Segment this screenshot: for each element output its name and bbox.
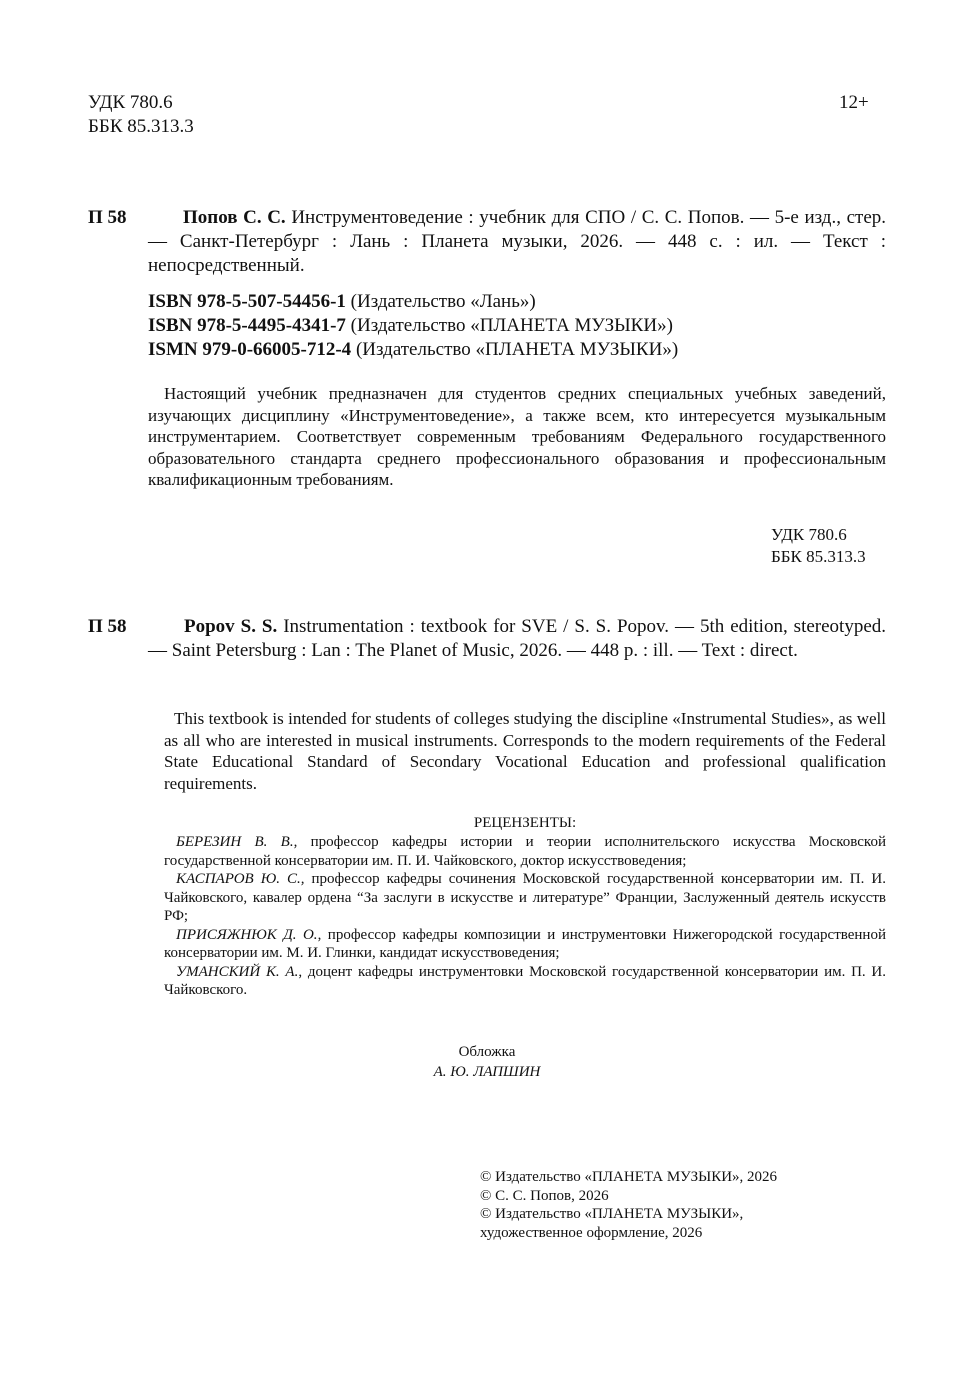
copyright-line: © Издательство «ПЛАНЕТА МУЗЫКИ», [480, 1206, 744, 1222]
reviewers-list [164, 833, 886, 1000]
isbn-line [148, 290, 886, 314]
en-record-citation [148, 615, 886, 663]
copyright-line: © С. С. Попов, 2026 [480, 1187, 609, 1204]
isbn-list [148, 290, 886, 362]
ru-record-index: П 58 [88, 207, 127, 228]
ru-record-citation [148, 206, 886, 278]
cover-artist: А. Ю. ЛАПШИН [433, 1064, 541, 1080]
en-abstract: This textbook is intended for students of colleges studying the discipline «Instrumental Studies», as well as all who are interested in musical instruments. Corresponds to the modern requirements of the Federal State Educational Standard of Secondary Vocational Education and professional qualification requirements. [164, 709, 886, 793]
copyright-line: художественное оформление, 2026 [480, 1224, 703, 1241]
reviewer-name: БЕРЕЗИН В. В. [176, 834, 294, 850]
copyright-line: © Издательство «ПЛАНЕТА МУЗЫКИ», 2026 [480, 1169, 778, 1185]
ru-abstract: Настоящий учебник предназначен для студентов средних специальных учебных заведений, изучающих дисциплину «Инструментоведение», а также всем, кто интересуется музыкальным инструментарием. Соответствует современным требованиям Федерального государственного образовательного стандарта среднего профессионального образования и профессиональным квалификационным требованиям. [148, 384, 886, 489]
reviewer-desc: , профессор кафедры композиции и инструментовки Нижегородской государственной консерватории им. М. И. Глинки, кандидат искусствоведения; [164, 926, 886, 961]
ru-record-citation-text: Инструментоведение : учебник для СПО / С. С. Попов. — 5-е изд., стер. — Санкт-Петербург : Лань : Планета музыки, 2026. — 448 с. : ил. — Текст : непосредственный. [148, 207, 886, 276]
ismn-publisher: (Издательство «ПЛАНЕТА МУЗЫКИ») [355, 339, 679, 360]
reviewer-entry [164, 926, 886, 963]
reviewer-entry [164, 963, 886, 1000]
age-rating: 12+ [839, 92, 869, 113]
copyright-block [480, 1168, 900, 1242]
ismn-code: ISMN 979-0-66005-712-4 [148, 339, 352, 360]
udk-code: УДК 780.6 [88, 92, 173, 113]
cover-label: Обложка [458, 1044, 516, 1060]
udk-code-repeat: УДК 780.6 [771, 525, 847, 544]
isbn-publisher: (Издательство «ПЛАНЕТА МУЗЫКИ») [350, 315, 673, 336]
isbn-code: ISBN 978-5-507-54456-1 [148, 291, 346, 312]
en-record-citation-text: Instrumentation : textbook for SVE / S. S. Popov. — 5th edition, stereotyped. — Saint Petersburg : Lan : The Planet of Music, 2026. — 448 p. : ill. — Text : direct. [148, 616, 887, 661]
reviewer-entry [164, 833, 886, 870]
reviewers-heading: РЕЦЕНЗЕНТЫ: [473, 815, 577, 831]
isbn-code: ISBN 978-5-4495-4341-7 [148, 315, 346, 336]
reviewer-name: ПРИСЯЖНЮК Д. О. [176, 926, 318, 943]
reviewer-name: КАСПАРОВ Ю. С., [176, 871, 305, 887]
reviewer-desc: , профессор кафедры истории и теории исполнительского искусства Московской государственной консерватории им. П. И. Чайковского, доктор искусствоведения; [164, 834, 886, 869]
bbk-code: ББК 85.313.3 [88, 116, 194, 137]
reviewer-desc: профессор кафедры сочинения Московской государственной консерватории им. П. И. Чайковского, кавалер ордена “За заслуги в искусстве и литературе” Франции, Заслуженный деятель искусств РФ; [164, 871, 886, 924]
bbk-code-repeat: ББК 85.313.3 [771, 547, 866, 566]
reviewer-desc: , доцент кафедры инструментовки Московской государственной консерватории им. П. И. Чайковского. [164, 963, 886, 998]
reviewer-name: УМАНСКИЙ К. А. [176, 963, 299, 980]
en-record-index: П 58 [88, 616, 127, 637]
isbn-publisher: (Издательство «Лань») [350, 291, 536, 312]
isbn-line [148, 314, 886, 338]
en-record-author: Popov S. S. [184, 616, 278, 637]
reviewer-entry [164, 870, 886, 926]
ismn-line [148, 338, 886, 362]
ru-record-author: Попов С. С. [183, 207, 286, 228]
